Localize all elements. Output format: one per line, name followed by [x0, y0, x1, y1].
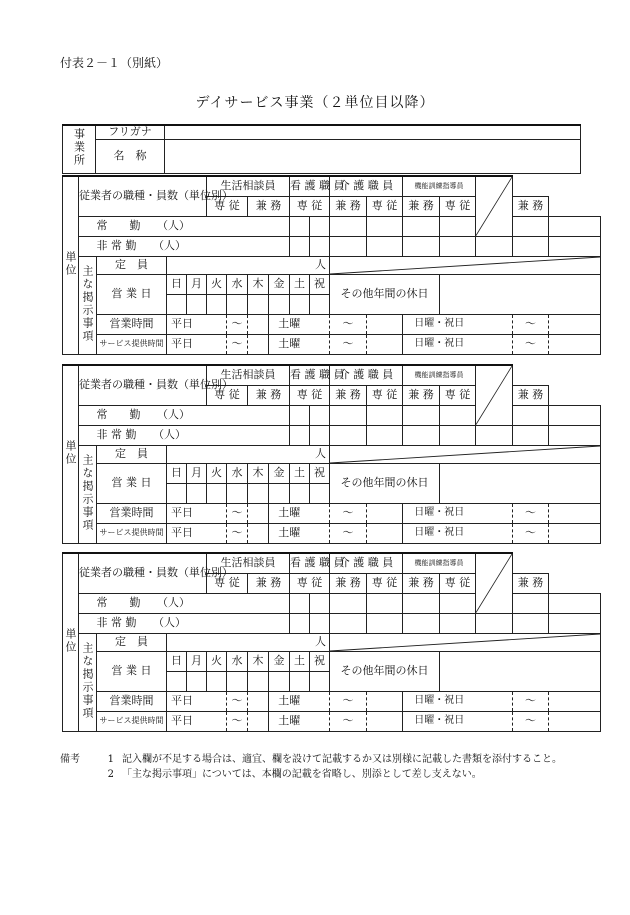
time-field[interactable]: [549, 334, 601, 354]
subheader-kenmu: 兼 務: [330, 385, 367, 405]
blank: [79, 593, 97, 613]
job-type-4: 機能訓練指導員: [403, 176, 476, 196]
tilde: ～: [330, 691, 367, 711]
time-field[interactable]: [248, 691, 269, 711]
subheader-kenmu: 兼 務: [330, 196, 367, 216]
staff-input[interactable]: [330, 593, 367, 613]
staff-input[interactable]: [290, 405, 310, 425]
unit-label: 単位: [64, 250, 77, 277]
subheader-kenmu: 兼 務: [330, 573, 367, 593]
business-days-label: 営 業 日: [97, 274, 167, 314]
weekday-mon: 月: [187, 463, 207, 483]
tilde: ～: [513, 711, 549, 731]
time-field[interactable]: [367, 503, 403, 523]
furigana-label: フリガナ: [96, 125, 165, 139]
subheader-kenmu: 兼 務: [513, 573, 549, 593]
blank: [79, 405, 97, 425]
staff-input[interactable]: [513, 236, 549, 256]
name-field[interactable]: [165, 139, 581, 173]
staff-input[interactable]: [440, 425, 476, 445]
staff-input[interactable]: [310, 593, 330, 613]
job-type-4: 機能訓練指導員: [403, 365, 476, 385]
weekday-wed: 水: [227, 463, 248, 483]
subheader-kenmu: 兼 務: [248, 385, 290, 405]
hours-label: 営業時間: [97, 503, 167, 523]
staff-input[interactable]: [310, 236, 330, 256]
capacity-label: 定 員: [97, 445, 167, 463]
subheader-kenmu: 兼 務: [403, 385, 440, 405]
time-field[interactable]: [207, 314, 227, 334]
day-check[interactable]: [248, 671, 269, 691]
name-label: 名 称: [96, 139, 165, 173]
job-type-3: 介 護 職 員: [330, 176, 403, 196]
staff-input[interactable]: [549, 216, 601, 236]
staff-input[interactable]: [330, 236, 367, 256]
weekday-fri: 金: [269, 274, 290, 294]
subheader-kenmu: 兼 務: [403, 573, 440, 593]
time-field[interactable]: [476, 711, 513, 731]
staff-heading: 従業者の職種・員数（単位別）: [79, 553, 207, 593]
notes-label: 備考: [60, 754, 80, 765]
staff-input[interactable]: [403, 613, 440, 633]
weekday-tue: 火: [207, 274, 227, 294]
time-field[interactable]: [207, 523, 227, 543]
staff-input[interactable]: [367, 593, 403, 613]
day-check[interactable]: [269, 294, 290, 314]
main-items-cell: [79, 256, 97, 354]
staff-input[interactable]: [440, 593, 476, 613]
sunday-holiday-label: 日曜・祝日: [403, 314, 476, 334]
staff-input[interactable]: [549, 236, 601, 256]
sunday-holiday-label: 日曜・祝日: [403, 334, 476, 354]
weekday-label: 平日: [167, 503, 207, 523]
staff-input[interactable]: [330, 425, 367, 445]
staff-input[interactable]: [290, 593, 310, 613]
saturday-label: 土曜: [269, 691, 310, 711]
parttime-label: 非 常 勤 （人）: [97, 425, 290, 445]
weekday-hol: 祝: [310, 274, 330, 294]
weekday-mon: 月: [187, 651, 207, 671]
staff-input[interactable]: [403, 593, 440, 613]
blank: [79, 216, 97, 236]
time-field[interactable]: [310, 523, 330, 543]
staff-input[interactable]: [403, 236, 440, 256]
day-check[interactable]: [248, 483, 269, 503]
staff-input[interactable]: [476, 613, 513, 633]
other-holidays-field[interactable]: [440, 651, 601, 691]
capacity-diagonal: [330, 633, 601, 651]
time-field[interactable]: [310, 691, 330, 711]
unit-table: [62, 364, 601, 544]
weekday-sun: 日: [167, 274, 187, 294]
day-check[interactable]: [207, 671, 227, 691]
staff-input[interactable]: [310, 613, 330, 633]
staff-input[interactable]: [330, 405, 367, 425]
tilde: ～: [227, 314, 248, 334]
subheader-kenmu: 兼 務: [248, 573, 290, 593]
day-check[interactable]: [187, 294, 207, 314]
weekday-fri: 金: [269, 651, 290, 671]
time-field[interactable]: [476, 523, 513, 543]
staff-input[interactable]: [476, 425, 513, 445]
subheader-senju: 専 従: [290, 573, 330, 593]
tilde: ～: [330, 334, 367, 354]
day-check[interactable]: [269, 483, 290, 503]
office-table: [62, 124, 581, 174]
weekday-sun: 日: [167, 651, 187, 671]
weekday-wed: 水: [227, 651, 248, 671]
unit-label-cell: [63, 176, 79, 354]
office-label: 事業所: [72, 128, 86, 168]
staff-input[interactable]: [310, 216, 330, 236]
job-type-3: 介 護 職 員: [330, 553, 403, 573]
diagonal-cell: [476, 365, 513, 425]
time-field[interactable]: [367, 523, 403, 543]
service-hours-label: サービス提供時間: [97, 711, 167, 731]
tilde: ～: [513, 503, 549, 523]
weekday-thu: 木: [248, 651, 269, 671]
fulltime-label: 常 勤 （人）: [97, 216, 290, 236]
tilde: ～: [227, 523, 248, 543]
weekday-sat: 土: [290, 463, 310, 483]
staff-input[interactable]: [367, 236, 403, 256]
subheader-kenmu: 兼 務: [248, 196, 290, 216]
day-check[interactable]: [310, 671, 330, 691]
day-check[interactable]: [207, 483, 227, 503]
day-check[interactable]: [167, 294, 187, 314]
blank: [79, 236, 97, 256]
weekday-hol: 祝: [310, 463, 330, 483]
weekday-thu: 木: [248, 274, 269, 294]
furigana-field[interactable]: [165, 125, 581, 139]
staff-input[interactable]: [310, 405, 330, 425]
time-field[interactable]: [549, 314, 601, 334]
staff-input[interactable]: [549, 405, 601, 425]
day-check[interactable]: [187, 671, 207, 691]
subheader-senju: 専 従: [367, 573, 403, 593]
subheader-senju: 専 従: [367, 196, 403, 216]
tilde: ～: [227, 503, 248, 523]
capacity-field[interactable]: [167, 445, 330, 463]
staff-input[interactable]: [367, 405, 403, 425]
parttime-label: 非 常 勤 （人）: [97, 613, 290, 633]
main-items-cell: [79, 633, 97, 731]
diagonal-cell: [476, 553, 513, 613]
job-type-2: 看 護 職 員: [290, 553, 330, 573]
subheader-kenmu: 兼 務: [403, 196, 440, 216]
main-items-label: 主な掲示事項: [81, 641, 94, 720]
tilde: ～: [513, 334, 549, 354]
day-check[interactable]: [310, 483, 330, 503]
capacity-label: 定 員: [97, 256, 167, 274]
time-field[interactable]: [207, 503, 227, 523]
day-check[interactable]: [167, 671, 187, 691]
day-check[interactable]: [290, 671, 310, 691]
time-field[interactable]: [248, 523, 269, 543]
business-days-label: 営 業 日: [97, 463, 167, 503]
note-row: [60, 752, 562, 767]
fulltime-label: 常 勤 （人）: [97, 593, 290, 613]
staff-input[interactable]: [330, 613, 367, 633]
note-text: 「主な掲示事項」については、本欄の記載を省略し、別添として差し支えない。: [122, 769, 482, 780]
capacity-field[interactable]: [167, 633, 330, 651]
tilde: ～: [330, 314, 367, 334]
job-type-1: 生活相談員: [207, 176, 290, 196]
notes: [60, 752, 562, 782]
hours-label: 営業時間: [97, 691, 167, 711]
time-field[interactable]: [248, 711, 269, 731]
business-days-label: 営 業 日: [97, 651, 167, 691]
subheader-senju: 専 従: [207, 385, 248, 405]
staff-input[interactable]: [476, 236, 513, 256]
time-field[interactable]: [367, 711, 403, 731]
tilde: ～: [330, 711, 367, 731]
subheader-senju: 専 従: [440, 573, 476, 593]
parttime-label: 非 常 勤 （人）: [97, 236, 290, 256]
saturday-label: 土曜: [269, 314, 310, 334]
staff-heading: 従業者の職種・員数（単位別）: [79, 365, 207, 405]
other-holidays-label: その他年間の休日: [330, 651, 440, 691]
main-items-label: 主な掲示事項: [81, 264, 94, 343]
saturday-label: 土曜: [269, 503, 310, 523]
other-holidays-field[interactable]: [440, 463, 601, 503]
day-check[interactable]: [187, 483, 207, 503]
time-field[interactable]: [310, 334, 330, 354]
day-check[interactable]: [227, 483, 248, 503]
job-type-2: 看 護 職 員: [290, 365, 330, 385]
hours-label: 営業時間: [97, 314, 167, 334]
staff-input[interactable]: [290, 613, 310, 633]
weekday-sun: 日: [167, 463, 187, 483]
subheader-senju: 専 従: [367, 385, 403, 405]
day-check[interactable]: [227, 671, 248, 691]
day-check[interactable]: [167, 483, 187, 503]
unit-label-cell: [63, 553, 79, 731]
blank: [79, 425, 97, 445]
staff-input[interactable]: [549, 613, 601, 633]
saturday-label: 土曜: [269, 711, 310, 731]
weekday-thu: 木: [248, 463, 269, 483]
fulltime-label: 常 勤 （人）: [97, 405, 290, 425]
job-type-1: 生活相談員: [207, 365, 290, 385]
day-check[interactable]: [290, 483, 310, 503]
weekday-tue: 火: [207, 651, 227, 671]
tilde: ～: [330, 523, 367, 543]
weekday-fri: 金: [269, 463, 290, 483]
note-text: 記入欄が不足する場合は、適宜、欄を設けて記載するか又は別様に記載した書類を添付すること。: [122, 754, 562, 765]
time-field[interactable]: [476, 334, 513, 354]
staff-input[interactable]: [403, 405, 440, 425]
subheader-kenmu: 兼 務: [513, 385, 549, 405]
saturday-label: 土曜: [269, 334, 310, 354]
diagonal-cell: [476, 176, 513, 236]
unit-table: [62, 552, 601, 732]
staff-input[interactable]: [290, 216, 310, 236]
tilde: ～: [330, 503, 367, 523]
sunday-holiday-label: 日曜・祝日: [403, 503, 476, 523]
weekday-label: 平日: [167, 314, 207, 334]
staff-input[interactable]: [310, 425, 330, 445]
time-field[interactable]: [367, 334, 403, 354]
main-items-label: 主な掲示事項: [81, 453, 94, 532]
time-field[interactable]: [476, 503, 513, 523]
capacity-label: 定 員: [97, 633, 167, 651]
time-field[interactable]: [367, 314, 403, 334]
staff-input[interactable]: [367, 425, 403, 445]
job-type-1: 生活相談員: [207, 553, 290, 573]
weekday-label: 平日: [167, 523, 207, 543]
sunday-holiday-label: 日曜・祝日: [403, 691, 476, 711]
day-check[interactable]: [248, 294, 269, 314]
capacity-unit: 人: [315, 635, 326, 649]
time-field[interactable]: [207, 691, 227, 711]
staff-input[interactable]: [403, 216, 440, 236]
subheader-senju: 専 従: [207, 573, 248, 593]
form-title: デイサービス事業（２単位目以降）: [195, 95, 435, 111]
day-check[interactable]: [207, 294, 227, 314]
staff-input[interactable]: [513, 216, 549, 236]
tilde: ～: [227, 711, 248, 731]
staff-input[interactable]: [440, 216, 476, 236]
weekday-tue: 火: [207, 463, 227, 483]
capacity-field[interactable]: [167, 256, 330, 274]
unit-label-cell: [63, 365, 79, 543]
capacity-diagonal: [330, 445, 601, 463]
weekday-label: 平日: [167, 334, 207, 354]
staff-input[interactable]: [403, 425, 440, 445]
saturday-label: 土曜: [269, 523, 310, 543]
time-field[interactable]: [549, 691, 601, 711]
staff-input[interactable]: [290, 236, 310, 256]
time-field[interactable]: [476, 314, 513, 334]
time-field[interactable]: [549, 711, 601, 731]
time-field[interactable]: [549, 503, 601, 523]
job-type-4: 機能訓練指導員: [403, 553, 476, 573]
job-type-3: 介 護 職 員: [330, 365, 403, 385]
time-field[interactable]: [476, 691, 513, 711]
tilde: ～: [513, 523, 549, 543]
unit-label: 単位: [64, 627, 77, 654]
staff-input[interactable]: [367, 613, 403, 633]
staff-input[interactable]: [513, 405, 549, 425]
staff-input[interactable]: [440, 613, 476, 633]
other-holidays-label: その他年間の休日: [330, 274, 440, 314]
office-label-cell: [63, 125, 96, 173]
subheader-senju: 専 従: [290, 196, 330, 216]
weekday-hol: 祝: [310, 651, 330, 671]
subheader-kenmu: 兼 務: [513, 196, 549, 216]
weekday-mon: 月: [187, 274, 207, 294]
time-field[interactable]: [549, 523, 601, 543]
time-field[interactable]: [248, 503, 269, 523]
sunday-holiday-label: 日曜・祝日: [403, 523, 476, 543]
subheader-senju: 専 従: [207, 196, 248, 216]
staff-input[interactable]: [330, 216, 367, 236]
main-items-cell: [79, 445, 97, 543]
time-field[interactable]: [310, 711, 330, 731]
staff-input[interactable]: [513, 425, 549, 445]
day-check[interactable]: [269, 671, 290, 691]
other-holidays-field[interactable]: [440, 274, 601, 314]
day-check[interactable]: [310, 294, 330, 314]
time-field[interactable]: [367, 691, 403, 711]
weekday-wed: 水: [227, 274, 248, 294]
service-hours-label: サービス提供時間: [97, 523, 167, 543]
sunday-holiday-label: 日曜・祝日: [403, 711, 476, 731]
subheader-senju: 専 従: [440, 196, 476, 216]
tilde: ～: [513, 314, 549, 334]
day-check[interactable]: [290, 294, 310, 314]
day-check[interactable]: [227, 294, 248, 314]
staff-input[interactable]: [290, 425, 310, 445]
staff-input[interactable]: [440, 236, 476, 256]
staff-input[interactable]: [549, 425, 601, 445]
staff-input[interactable]: [440, 405, 476, 425]
weekday-sat: 土: [290, 274, 310, 294]
subheader-senju: 専 従: [440, 385, 476, 405]
unit-table: [62, 175, 601, 355]
tilde: ～: [227, 334, 248, 354]
job-type-2: 看 護 職 員: [290, 176, 330, 196]
weekday-label: 平日: [167, 691, 207, 711]
time-field[interactable]: [310, 314, 330, 334]
time-field[interactable]: [207, 334, 227, 354]
time-field[interactable]: [248, 334, 269, 354]
tilde: ～: [227, 691, 248, 711]
form-code: 付表２－１（別紙）: [60, 56, 169, 70]
note-row: [60, 767, 562, 782]
capacity-diagonal: [330, 256, 601, 274]
unit-label: 単位: [64, 439, 77, 466]
staff-input[interactable]: [367, 216, 403, 236]
time-field[interactable]: [310, 503, 330, 523]
tilde: ～: [513, 691, 549, 711]
note-number: 2: [107, 769, 114, 780]
weekday-sat: 土: [290, 651, 310, 671]
staff-input[interactable]: [549, 593, 601, 613]
time-field[interactable]: [207, 711, 227, 731]
note-number: 1: [107, 754, 114, 765]
capacity-unit: 人: [315, 258, 326, 272]
blank: [79, 613, 97, 633]
other-holidays-label: その他年間の休日: [330, 463, 440, 503]
weekday-label: 平日: [167, 711, 207, 731]
service-hours-label: サービス提供時間: [97, 334, 167, 354]
time-field[interactable]: [248, 314, 269, 334]
capacity-unit: 人: [315, 447, 326, 461]
staff-heading: 従業者の職種・員数（単位別）: [79, 176, 207, 216]
staff-input[interactable]: [513, 613, 549, 633]
staff-input[interactable]: [513, 593, 549, 613]
subheader-senju: 専 従: [290, 385, 330, 405]
